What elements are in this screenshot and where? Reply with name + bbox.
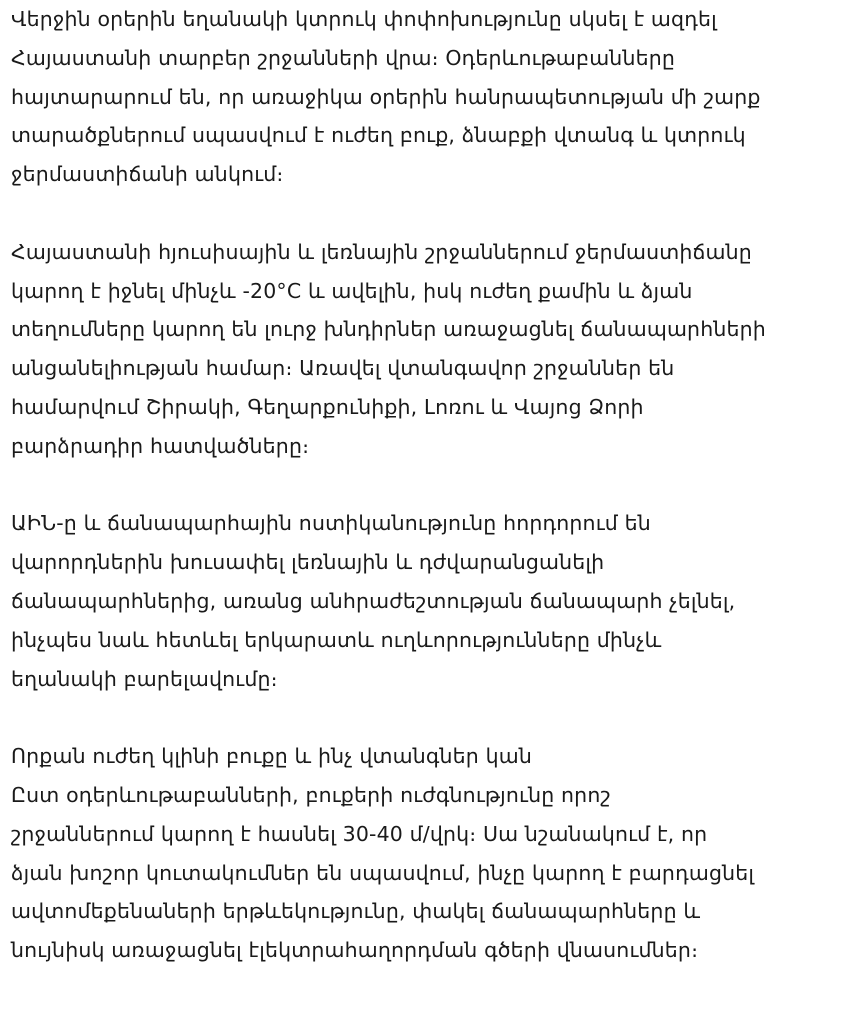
paragraph-weather-change: Վերջին օրերին եղանակի կտրուկ փոփոխությունը սկսել է ազդել Հայաստանի տարբեր շրջանների վրա։ Օդերևութաբանները հայտարարում են, որ առաջիկա օրերին հանրապետության մի շարք տարածքներում սպասվում է ուժեղ բուք, ձնաբքի վտանգ և կտրուկ ջերմաստիճանի անկում։ <box>11 7 761 187</box>
paragraph-blizzard-strength: Որքան ուժեղ կլինի բուքը և ինչ վտանգներ կան Ըստ օդերևութաբանների, բուքերի ուժգնությունը որոշ շրջաններում կարող է հասնել 30-40 մ/վրկ։ Սա նշանակում է, որ ձյան խոշոր կուտակումներ են սպասվում, ինչը կարող է բարդացնել ավտոմեքենաների երթևեկությունը, փակել ճանապարհները և նույնիսկ առաջացնել էլեկտրահաղորդման գծերի վնասումներ։ <box>11 744 755 963</box>
paragraph-road-advisory: ԱԻՆ-ը և ճանապարհային ոստիկանությունը հորդորում են վարորդներին խուսափել լեռնային և դժվարանցանելի ճանապարհներից, առանց անհրաժեշտության ճանապարհ չելնել, ինչպես նաև հետևել երկարատև ուղևորությունները մինչև եղանակի բարելավումը։ <box>11 511 736 691</box>
paragraph-temperature-regions: Հայաստանի հյուսիսային և լեռնային շրջաններում ջերմաստիճանը կարող է իջնել մինչև -20°C և ավելին, իսկ ուժեղ քամին և ձյան տեղումները կարող են լուրջ խնդիրներ առաջացնել ճանապարհների անցանելիության համար։ Առավել վտանգավոր շրջաններ են համարվում Շիրակի, Գեղարքունիքի, Լոռու և Վայոց Ձորի բարձրադիր հատվածները։ <box>11 239 766 458</box>
article-body <box>11 0 839 970</box>
